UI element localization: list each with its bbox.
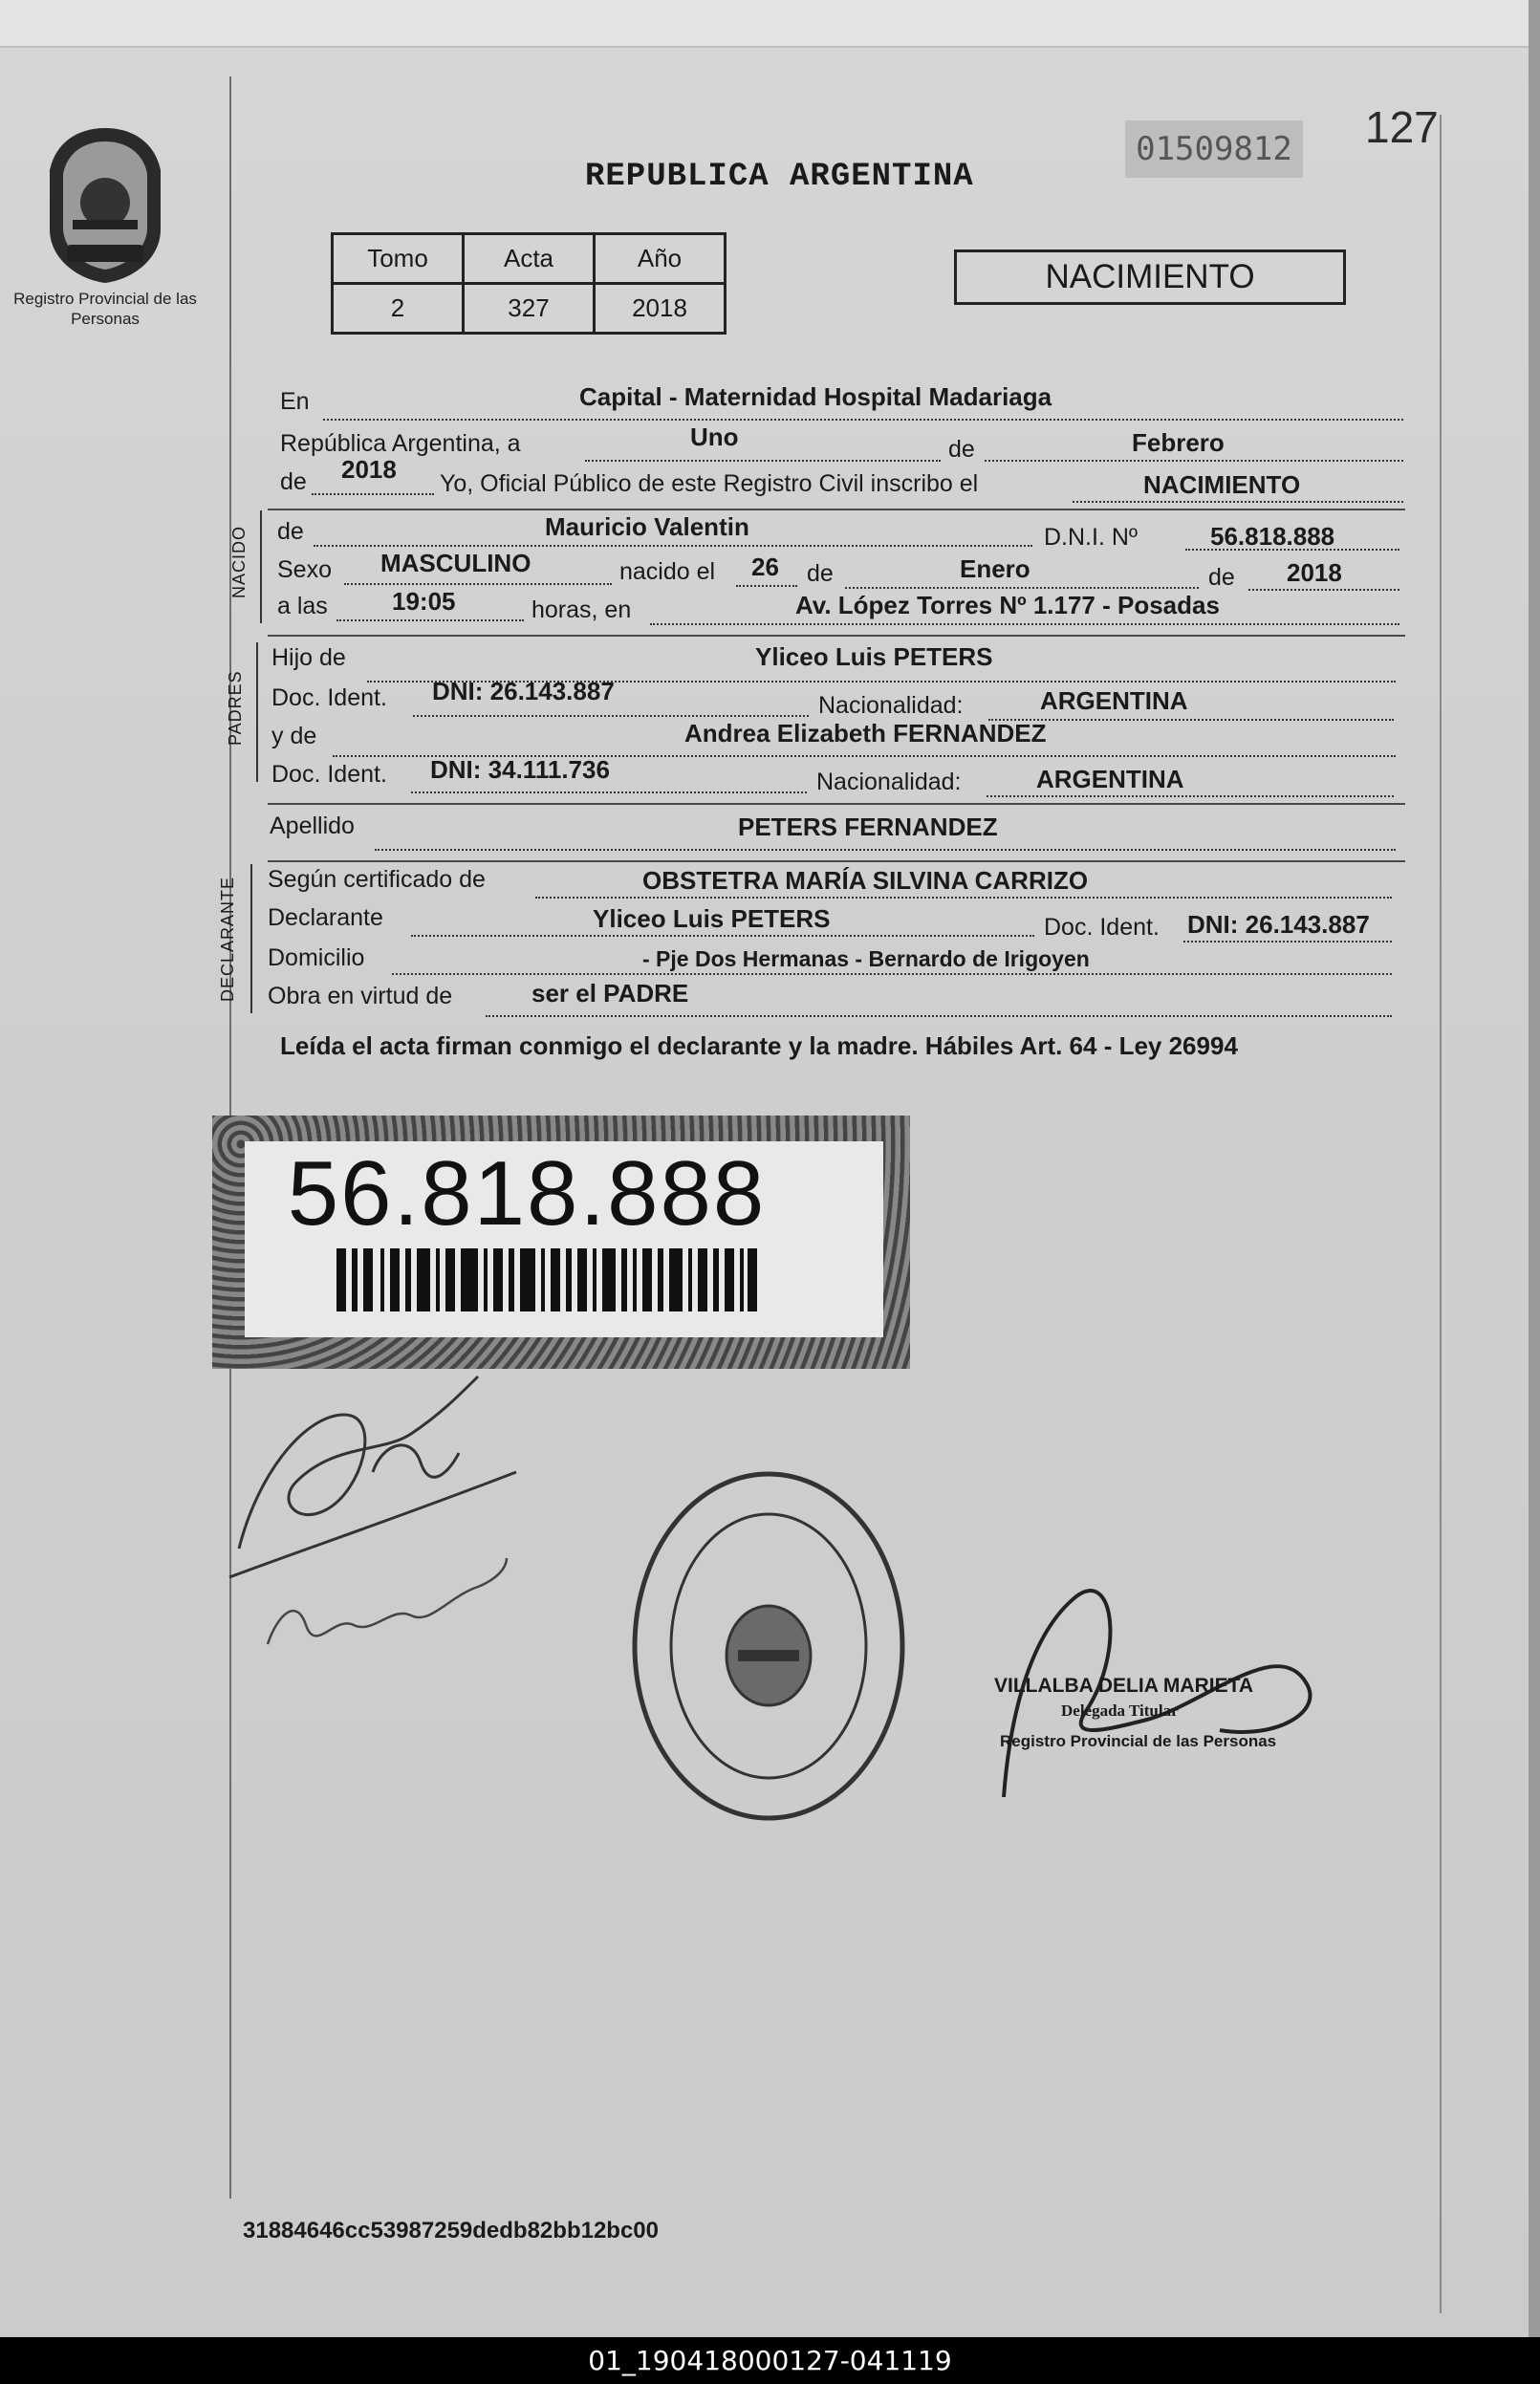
- section-label-declarante: DECLARANTE: [218, 876, 237, 1002]
- margin-line-right: [1440, 115, 1442, 2313]
- madre-doc: DNI: 34.111.736: [430, 755, 610, 784]
- nacido-label: nacido el: [619, 558, 716, 585]
- dotted-line: [314, 545, 1032, 547]
- declarante-doc: DNI: 26.143.887: [1187, 910, 1370, 939]
- obra-label: Obra en virtud de: [268, 983, 453, 1009]
- dia-nacido: 26: [751, 553, 779, 581]
- barcode: [336, 1248, 757, 1311]
- ref-value-acta: 327: [464, 284, 595, 334]
- segun-label: Según certificado de: [268, 866, 486, 893]
- de-label: de: [277, 518, 304, 545]
- en-label: En: [280, 388, 310, 415]
- dotted-line: [650, 623, 1399, 625]
- dni-label: D.N.I. Nº: [1044, 524, 1139, 551]
- section-separator: [268, 509, 1405, 510]
- dotted-line: [585, 460, 941, 462]
- dotted-line: [336, 619, 524, 621]
- nacionalidad-label: Nacionalidad:: [818, 692, 964, 719]
- section-bar: [256, 642, 258, 782]
- dotted-line: [411, 935, 1034, 937]
- madre-nacionalidad: ARGENTINA: [1036, 765, 1184, 793]
- lugar-acta: Capital - Maternidad Hospital Madariaga: [579, 382, 1052, 411]
- anio-nacido: 2018: [1287, 558, 1342, 587]
- sexo-label: Sexo: [277, 556, 332, 583]
- section-separator: [268, 860, 1405, 862]
- dni-nacido: 56.818.888: [1210, 522, 1335, 551]
- nombre-nacido: Mauricio Valentin: [545, 512, 749, 541]
- previous-page-edge: [0, 0, 1540, 48]
- dotted-line: [535, 897, 1392, 899]
- horas-label: horas, en: [531, 596, 632, 623]
- document-title: REPUBLICA ARGENTINA: [585, 159, 974, 195]
- ref-header-tomo: Tomo: [333, 234, 464, 284]
- ref-value-anio: 2018: [595, 284, 726, 334]
- section-bar: [260, 510, 262, 623]
- dotted-line: [1073, 501, 1403, 503]
- doc-label: Doc. Ident.: [1044, 914, 1160, 941]
- mother-signature: [220, 1357, 535, 1673]
- dotted-line: [312, 493, 434, 495]
- padre-nacionalidad: ARGENTINA: [1040, 686, 1188, 715]
- ref-header-acta: Acta: [464, 234, 595, 284]
- doc-label: Doc. Ident.: [271, 684, 387, 711]
- act-type-box: NACIMIENTO: [954, 249, 1346, 305]
- section-separator: [268, 635, 1405, 637]
- folio-number: 127: [1365, 102, 1439, 152]
- document-hash: 31884646cc53987259dedb82bb12bc00: [243, 2218, 659, 2243]
- reference-table: [331, 232, 727, 335]
- domicilio-label: Domicilio: [268, 944, 365, 971]
- ref-header-anio: Año: [595, 234, 726, 284]
- certificado-valor: OBSTETRA MARÍA SILVINA CARRIZO: [642, 866, 1089, 895]
- de-label: de: [280, 468, 307, 495]
- mes-nacido: Enero: [960, 554, 1030, 583]
- dotted-line: [323, 419, 1403, 421]
- hora-nacido: 19:05: [392, 587, 456, 616]
- de-label: de: [1208, 564, 1235, 591]
- logo-caption: Registro Provincial de las Personas: [13, 290, 197, 328]
- sexo-nacido: MASCULINO: [380, 549, 531, 577]
- padre-nombre: Yliceo Luis PETERS: [755, 642, 993, 671]
- dotted-line: [411, 791, 807, 793]
- officer-name: VILLALBA DELIA MARIETA: [994, 1675, 1254, 1697]
- dotted-line: [985, 460, 1403, 462]
- madre-nombre: Andrea Elizabeth FERNANDEZ: [684, 719, 1047, 748]
- official-seal: [627, 1466, 910, 1826]
- dotted-line: [987, 795, 1394, 797]
- dotted-line: [1183, 941, 1392, 943]
- file-name-footer: 01_190418000127-041119: [0, 2337, 1540, 2384]
- dotted-line: [988, 719, 1394, 721]
- nacionalidad-label: Nacionalidad:: [816, 769, 962, 795]
- section-label-padres: PADRES: [226, 670, 245, 746]
- republica-label: República Argentina, a: [280, 430, 521, 457]
- dia-acta: Uno: [690, 423, 739, 451]
- section-bar: [250, 864, 252, 1013]
- domicilio-valor: - Pje Dos Hermanas - Bernardo de Irigoyen: [642, 946, 1090, 971]
- dotted-line: [845, 587, 1199, 589]
- dotted-line: [1248, 589, 1399, 591]
- inscribo-valor: NACIMIENTO: [1143, 470, 1301, 499]
- inscribo-label: Yo, Oficial Público de este Registro Civil inscribo el: [440, 470, 979, 497]
- dni-sticker-number: 56.818.888: [287, 1142, 767, 1245]
- de-label: de: [807, 560, 834, 587]
- page-edge: [1529, 0, 1540, 2337]
- hijo-label: Hijo de: [271, 644, 346, 671]
- anio-acta: 2018: [341, 455, 397, 484]
- mes-acta: Febrero: [1132, 428, 1225, 457]
- ref-value-tomo: 2: [333, 284, 464, 334]
- dotted-line: [486, 1015, 1392, 1017]
- officer-org: Registro Provincial de las Personas: [1000, 1732, 1277, 1750]
- dotted-line: [413, 715, 809, 717]
- doc-label: Doc. Ident.: [271, 761, 387, 788]
- closing-text: Leída el acta firman conmigo el declarante y la madre. Hábiles Art. 64 - Ley 26994: [280, 1031, 1238, 1060]
- section-separator: [268, 803, 1405, 805]
- dotted-line: [344, 583, 612, 585]
- obra-valor: ser el PADRE: [531, 979, 689, 1008]
- dotted-line: [375, 849, 1396, 851]
- section-label-nacido: NACIDO: [229, 525, 249, 598]
- province-seal-logo: [38, 124, 172, 287]
- declarante-label: Declarante: [268, 904, 383, 931]
- dotted-line: [392, 973, 1392, 975]
- apellido-label: Apellido: [270, 813, 355, 839]
- de-label: de: [948, 436, 975, 463]
- declarante-valor: Yliceo Luis PETERS: [593, 904, 831, 933]
- dotted-line: [736, 585, 797, 587]
- apellido-valor: PETERS FERNANDEZ: [738, 813, 998, 841]
- padre-doc: DNI: 26.143.887: [432, 677, 615, 705]
- yde-label: y de: [271, 723, 317, 749]
- officer-title: Delegada Titular: [1061, 1701, 1179, 1720]
- alas-label: a las: [277, 593, 328, 619]
- serial-number: 01509812: [1125, 120, 1303, 178]
- lugar-nacido: Av. López Torres Nº 1.177 - Posadas: [795, 591, 1220, 619]
